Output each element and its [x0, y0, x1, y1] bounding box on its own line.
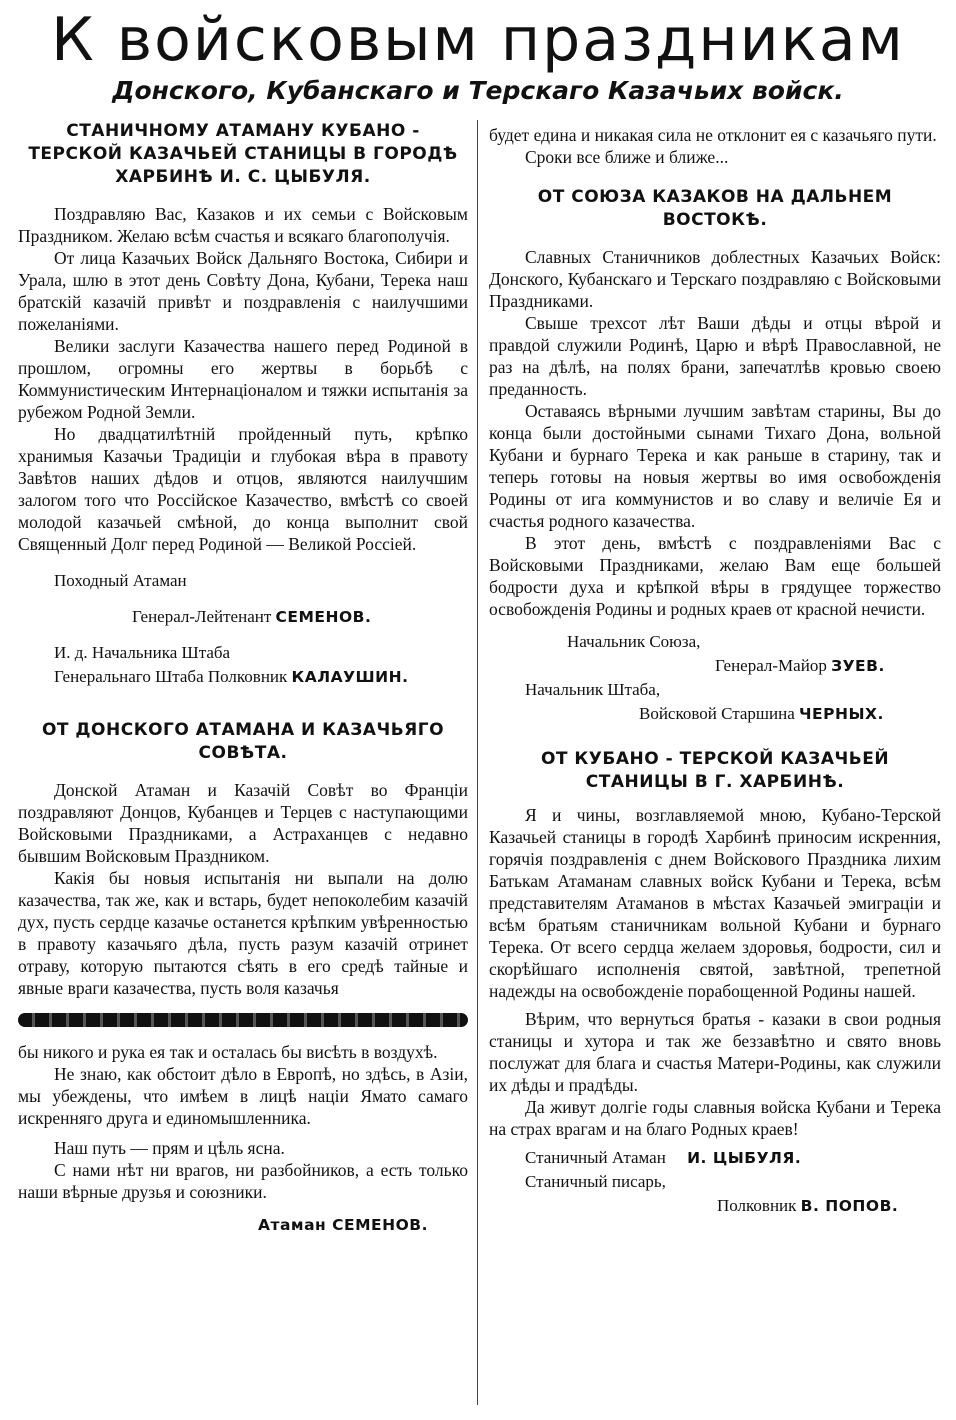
paragraph: Свыше трехсот лѣт Ваши дѣды и отцы вѣрой и правдой служили Родинѣ, Царю и вѣрѣ Православной, не раз на дѣлѣ, на полях брани, запечатлѣв кровью своею преданность.: [489, 313, 941, 399]
signature-line: [489, 702, 941, 726]
signature-role: Станичный Атаман: [525, 1148, 666, 1167]
page-title: К войсковым праздникам: [51, 5, 905, 75]
paragraph: Велики заслуги Казачества нашего перед Родиной в прошлом, огромны его жертвы в борьбѣ с Коммунистическим Интернаціоналом и тяжки испытанія за рубежом Родной Земли.: [18, 336, 468, 422]
paragraph: Я и чины, возглавляемой мною, Кубано-Терской Казачьей станицы в городѣ Харбинѣ приносим искренния, горячія поздравленія с днем Войскового Праздника лихим Батькам Атаманам славных войск Кубани и Терека, всѣм представителям Атаманов в мѣстах Казачьей эмиграціи и всѣм братьям станичникам вольной Кубани и бурнаго Терека. От всего сердца желаем здоровья, бодрости, сил и скорѣйшаго исполненія святой, завѣтной, трепетной надежды на освобожденіе порабощенной Родины нашей.: [489, 805, 941, 1001]
signature-line: [18, 1213, 468, 1237]
signature-title: Станичный писарь,: [525, 1172, 666, 1191]
paragraph: В этот день, вмѣстѣ с поздравленіями Вас с Войсковыми Праздниками, желаю Вам еще большей бодрости духа и крѣпкой вѣры в грядущее торжество освобожденія Родины и родных краев от красной нечисти.: [489, 533, 941, 619]
signature-name: И. ЦЫБУЛЯ.: [687, 1149, 802, 1167]
left-column: [18, 120, 468, 1237]
signature-line: [489, 654, 941, 678]
section-heading-kubano-tersk-ataman: СТАНИЧНОМУ АТАМАНУ КУБАНО - ТЕРСКОЙ КАЗАЧЬЕЙ СТАНИЦЫ В ГОРОДѢ ХАРБИНѢ И. С. ЦЫБУЛЯ.: [28, 121, 458, 187]
section-heading-union-far-east: ОТ СОЮЗА КАЗАКОВ НА ДАЛЬНЕМ ВОСТОКѢ.: [537, 187, 893, 230]
paragraph: Наш путь — прям и цѣль ясна.: [54, 1138, 285, 1158]
paragraph: С нами нѣт ни врагов, ни разбойников, а есть только наши вѣрные друзья и союзники.: [18, 1160, 468, 1202]
paragraph: бы никого и рука ея так и осталась бы висѣть в воздухѣ.: [18, 1042, 438, 1062]
paragraph: будет едина и никакая сила не отклонит ея с казачьяго пути.: [489, 125, 937, 145]
signature-line: [489, 1194, 941, 1218]
paragraph: Донской Атаман и Казачій Совѣт во Франціи поздравляют Донцов, Кубанцев и Терцев с наступающими Войсковыми Праздниками, а Астраханцев с недавно бывшим Войсковым Праздником.: [18, 780, 468, 866]
paragraph: Не знаю, как обстоит дѣло в Европѣ, но здѣсь, в Азіи, мы убеждены, что имѣем в лицѣ націи Ямато самаго искренняго друга и единомышленника.: [18, 1064, 468, 1128]
signature-name: СЕМЕНОВ.: [275, 608, 372, 626]
paragraph: От лица Казачьих Войск Дальняго Востока, Сибири и Урала, шлю в этот день Совѣту Дона, Кубани, Терека наш братскій казачій привѣт и поздравленія с наилучшими пожеланіями.: [18, 248, 468, 334]
paragraph: Сроки все ближе и ближе...: [525, 147, 729, 167]
right-column: [489, 124, 941, 1218]
signature-title: Начальник Союза,: [567, 632, 701, 651]
paragraph: Оставаясь вѣрными лучшим завѣтам старины, Вы до конца были достойными сынами Тихаго Дона, вольной Кубани и бурнаго Терека и как раньше в старину, так и теперь готовы на новыя жертвы во имя освобожденія Родины от ига коммунистов и во славу и величіе Ея и счастья родного казачества.: [489, 401, 941, 531]
signature-name: ЧЕРНЫХ.: [799, 705, 884, 723]
signature-name: В. ПОПОВ.: [800, 1197, 899, 1215]
paragraph: Славных Станичников доблестных Казачьих Войск: Донского, Кубанскаго и Терскаго поздравляю с Войсковыми Праздниками.: [489, 247, 941, 311]
signature-line: [18, 665, 468, 689]
signature-role: Войсковой Старшина: [639, 704, 795, 723]
paragraph: Вѣрим, что вернуться братья - казаки в свои родныя станицы и хутора и так же беззавѣтно и свято вновь послужат для блага и счастья Матери-Родины, как служили их дѣды и прадѣды.: [489, 1009, 941, 1095]
ornament-divider: [18, 1013, 468, 1027]
paragraph: Но двадцатилѣтній пройденный путь, крѣпко хранимыя Казачьи Традиціи и глубокая вѣра в правоту Завѣтов наших дѣдов и отцов, являются наилучшим залогом того что Россійское Казачество, вмѣстѣ со своей молодой казачьей смѣной, до конца выполнит свой Священный Долг перед Родиной — Великой Россіей.: [18, 424, 468, 554]
signature-name: ЗУЕВ.: [831, 657, 885, 675]
signature-title: Походный Атаман: [54, 571, 187, 590]
signature-title: И. д. Начальника Штаба: [54, 643, 231, 662]
signature-role: Генерал-Майор: [715, 656, 827, 675]
page-subtitle: Донского, Кубанскаго и Терскаго Казачьих войск.: [112, 76, 844, 105]
section-heading-kubano-tersk-stanitsa: ОТ КУБАНО - ТЕРСКОЙ КАЗАЧЬЕЙ СТАНИЦЫ В Г. ХАРБИНѢ.: [540, 749, 890, 792]
paragraph: Поздравляю Вас, Казаков и их семьи с Войсковым Праздником. Желаю всѣм счастья и всякаго благополучія.: [18, 204, 468, 246]
signature-name: Атаман СЕМЕНОВ.: [257, 1216, 428, 1234]
signature-title: Начальник Штаба,: [525, 680, 661, 699]
signature-role: Генерал-Лейтенант: [132, 607, 272, 626]
signature-name: КАЛАУШИН.: [291, 668, 409, 686]
paragraph: Да живут долгіе годы славныя войска Кубани и Терека на страх врагам и на благо Родных краев!: [489, 1097, 941, 1139]
paragraph: Какія бы новыя испытанія ни выпали на долю казачества, так же, как и встарь, будет непоколебим казачій дух, пусть сердце казачье останется крѣпким увѣренностью в правоту казачьяго дѣла, пусть разум казачій отринет отраву, которую пытаются сѣять в его средѣ тайные и явные враги казачества, пусть воля казачья: [18, 868, 468, 998]
section-heading-don-ataman: ОТ ДОНСКОГО АТАМАНА И КАЗАЧЬЯГО СОВѢТА.: [41, 720, 445, 763]
signature-role: Генеральнаго Штаба Полковник: [54, 667, 288, 686]
signature-role: Полковник: [717, 1196, 797, 1215]
signature-line: [18, 605, 468, 629]
signature-line: [489, 1146, 941, 1170]
column-divider: [477, 120, 478, 1405]
